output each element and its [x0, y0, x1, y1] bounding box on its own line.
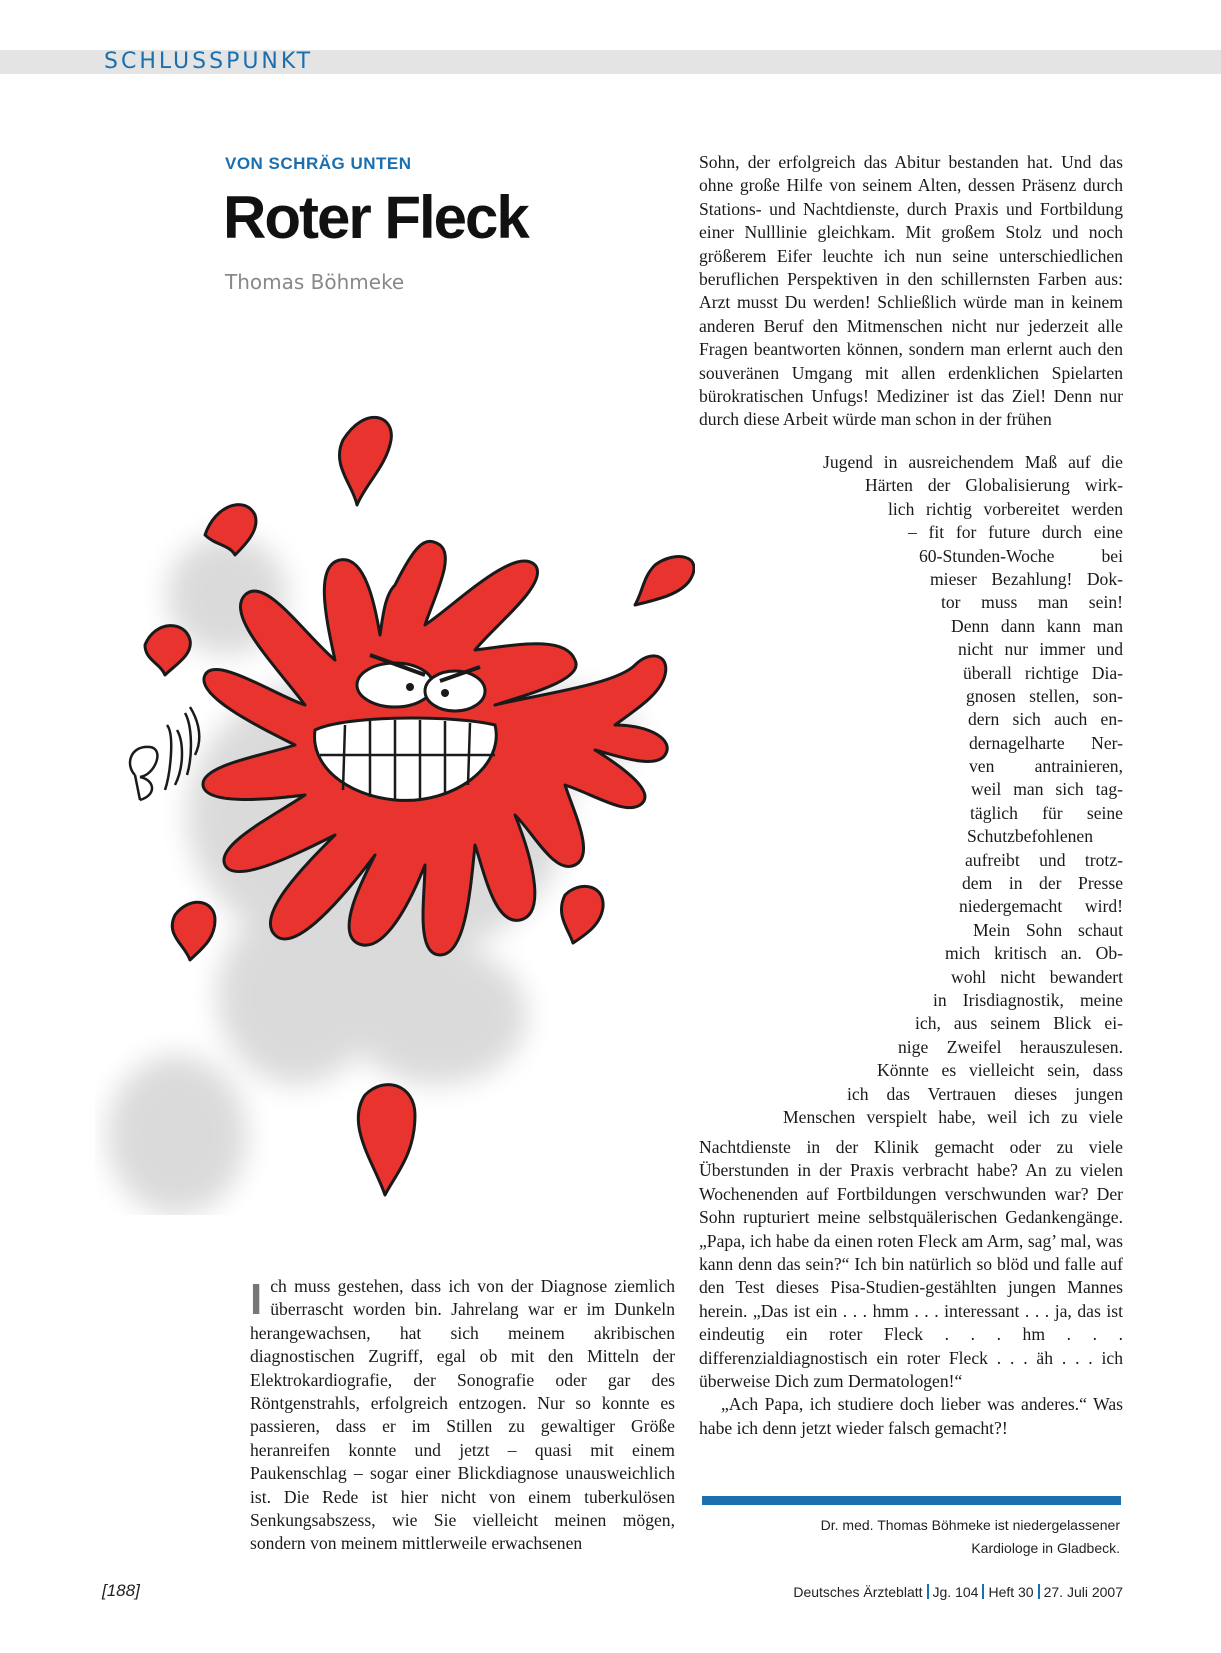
wrapped-line: Mein Sohn schaut: [973, 919, 1123, 940]
wrapped-line: aufreibt und trotz-: [965, 849, 1123, 870]
wrapped-line: mieser Bezahlung! Dok-: [930, 568, 1123, 589]
author-bio: [700, 1514, 1120, 1560]
wrapped-line: Jugend in ausreichendem Maß auf die: [823, 452, 1123, 472]
wrapped-line: in Irisdiagnostik, meine: [933, 989, 1123, 1010]
wrapped-line: ich, aus seinem Blick ei-: [915, 1013, 1123, 1034]
article-right-column-top: Sohn, der erfolgreich das Abitur bestanden hat. Und das ohne große Hilfe von seinem Alten, dessen Präsenz durch Stations- und Nachtdienste, durch Praxis und Fortbildung einer Nulllinie gleichkam. Mit großem Stolz und noch größerem Eifer leuchte ich nun seine unterschiedlichen beruflichen Perspektiven in den schillernsten Farben aus: Arzt musst Du werden! Schließlich würde man in keinem anderen Beruf den Mitmenschen nicht nur jederzeit alle Fragen beantworten können, sondern man erlernt auch den souveränen Umgang mit allen erdenklichen Spielarten bürokratischen Unfugs! Mediziner ist das Ziel! Denn nur durch diese Arbeit würde man schon in der frühen: [699, 152, 1123, 430]
wrapped-line: Könnte es vielleicht sein, dass: [877, 1060, 1123, 1081]
journal-volume: Jg. 104: [932, 1584, 979, 1600]
article-right-column-bottom: [699, 1136, 1123, 1440]
article-author: Thomas Böhmeke: [225, 270, 405, 294]
article-wrapped-text: [699, 451, 1123, 1129]
author-bio-line: Dr. med. Thomas Böhmeke ist niedergelassener: [820, 1517, 1120, 1533]
red-splash-illustration: [95, 395, 695, 1215]
wrapped-line: weil man sich tag-: [971, 779, 1123, 800]
wrapped-line: Härten der Globalisierung wirk-: [865, 475, 1123, 496]
wrapped-line: mich kritisch an. Ob-: [945, 943, 1123, 964]
wrapped-line: Schutzbefohlenen: [967, 826, 1094, 847]
wrapped-line: dern sich auch en-: [968, 709, 1123, 730]
journal-name: Deutsches Ärzteblatt: [793, 1584, 923, 1600]
article-intro-column: [250, 1275, 675, 1556]
footer-separator: [1038, 1584, 1040, 1599]
wrapped-line: lich richtig vorbereitet werden: [888, 498, 1123, 519]
section-label: SCHLUSSPUNKT: [104, 49, 314, 74]
wrapped-line: dem in der Presse: [962, 873, 1123, 894]
footer-separator: [982, 1584, 984, 1599]
wrapped-line: Menschen verspielt habe, weil ich zu viele: [783, 1106, 1123, 1127]
wrapped-line: ven antrainieren,: [969, 756, 1123, 777]
wrapped-line: täglich für seine: [970, 802, 1123, 823]
journal-footer: [793, 1584, 1123, 1600]
wrapped-line: nige Zweifel herauszulesen.: [898, 1036, 1123, 1057]
wrapped-line: wohl nicht bewandert: [951, 966, 1123, 987]
wrapped-line: dernagelharte Ner-: [969, 732, 1123, 753]
bio-divider: [702, 1496, 1121, 1505]
article-title: Roter Fleck: [223, 184, 528, 251]
wrapped-line: überall richtige Dia-: [963, 662, 1123, 683]
author-bio-line: Kardiologe in Gladbeck.: [971, 1540, 1120, 1556]
wrapped-line: 60-Stunden-Woche bei: [919, 545, 1123, 566]
article-intro-text: ch muss gestehen, dass ich von der Diagnose ziemlich überrascht worden bin. Jahrelang war er im Dunkeln herangewachsen, hat sich meinem akribischen diagnostischen Zugriff, egal ob mit den Mitteln der Elektrokardiografie, der Sonografie oder gar des Röntgenstrahls, erfolgreich entzogen. Nur so konnte es passieren, dass er im Stillen zu gewaltiger Größe heranreifen konnte und jetzt – quasi mit einem Paukenschlag – sogar einer Blickdiagnose unausweichlich ist. Die Rede ist hier nicht von einem tuberkulösen Senkungsabszess, wie Sie vielleicht meinen mögen, sondern von meinem mittlerweile erwachsenen: [250, 1276, 675, 1554]
journal-date: 27. Juli 2007: [1043, 1584, 1123, 1600]
wrapped-line: Denn dann kann man: [951, 615, 1123, 636]
page-number: [188]: [102, 1581, 140, 1600]
wrapped-line: gnosen stellen, son-: [966, 685, 1123, 706]
artist-signature: [130, 707, 199, 800]
article-paragraph-closing: „Ach Papa, ich studiere doch lieber was anderes.“ Was habe ich denn jetzt wieder falsch gemacht?!: [699, 1394, 1123, 1438]
wrapped-line: nicht nur immer und: [958, 639, 1123, 660]
journal-issue: Heft 30: [988, 1584, 1034, 1600]
article-kicker: VON SCHRÄG UNTEN: [225, 154, 412, 173]
wrapped-line: – fit for future durch eine: [908, 522, 1123, 543]
drop-cap: I: [250, 1275, 263, 1324]
wrapped-line: ich das Vertrauen dieses jungen: [847, 1083, 1123, 1104]
wrapped-line: tor muss man sein!: [941, 592, 1123, 613]
article-paragraph: Nachtdienste in der Klinik gemacht oder zu viele Überstunden in der Praxis verbracht habe? An zu vielen Wochenenden auf Fortbildungen verschwunden war? Der Sohn rupturiert meine selbstquälerischen Gedankengänge. „Papa, ich habe da einen roten Fleck am Arm, sag’ mal, was kann denn das sein?“ Ich bin natürlich so blöd und falle auf den Test dieses Pisa-Studien-gestählten jungen Mannes herein. „Das ist ein . . . hmm . . . interessant . . . ja, das ist eindeutig ein roter Fleck . . . hm . . . differenzialdiagnostisch ein roter Fleck . . . äh . . . ich überweise Dich zum Dermatologen!“: [699, 1137, 1123, 1392]
wrapped-line: niedergemacht wird!: [959, 896, 1123, 917]
footer-separator: [927, 1584, 929, 1599]
